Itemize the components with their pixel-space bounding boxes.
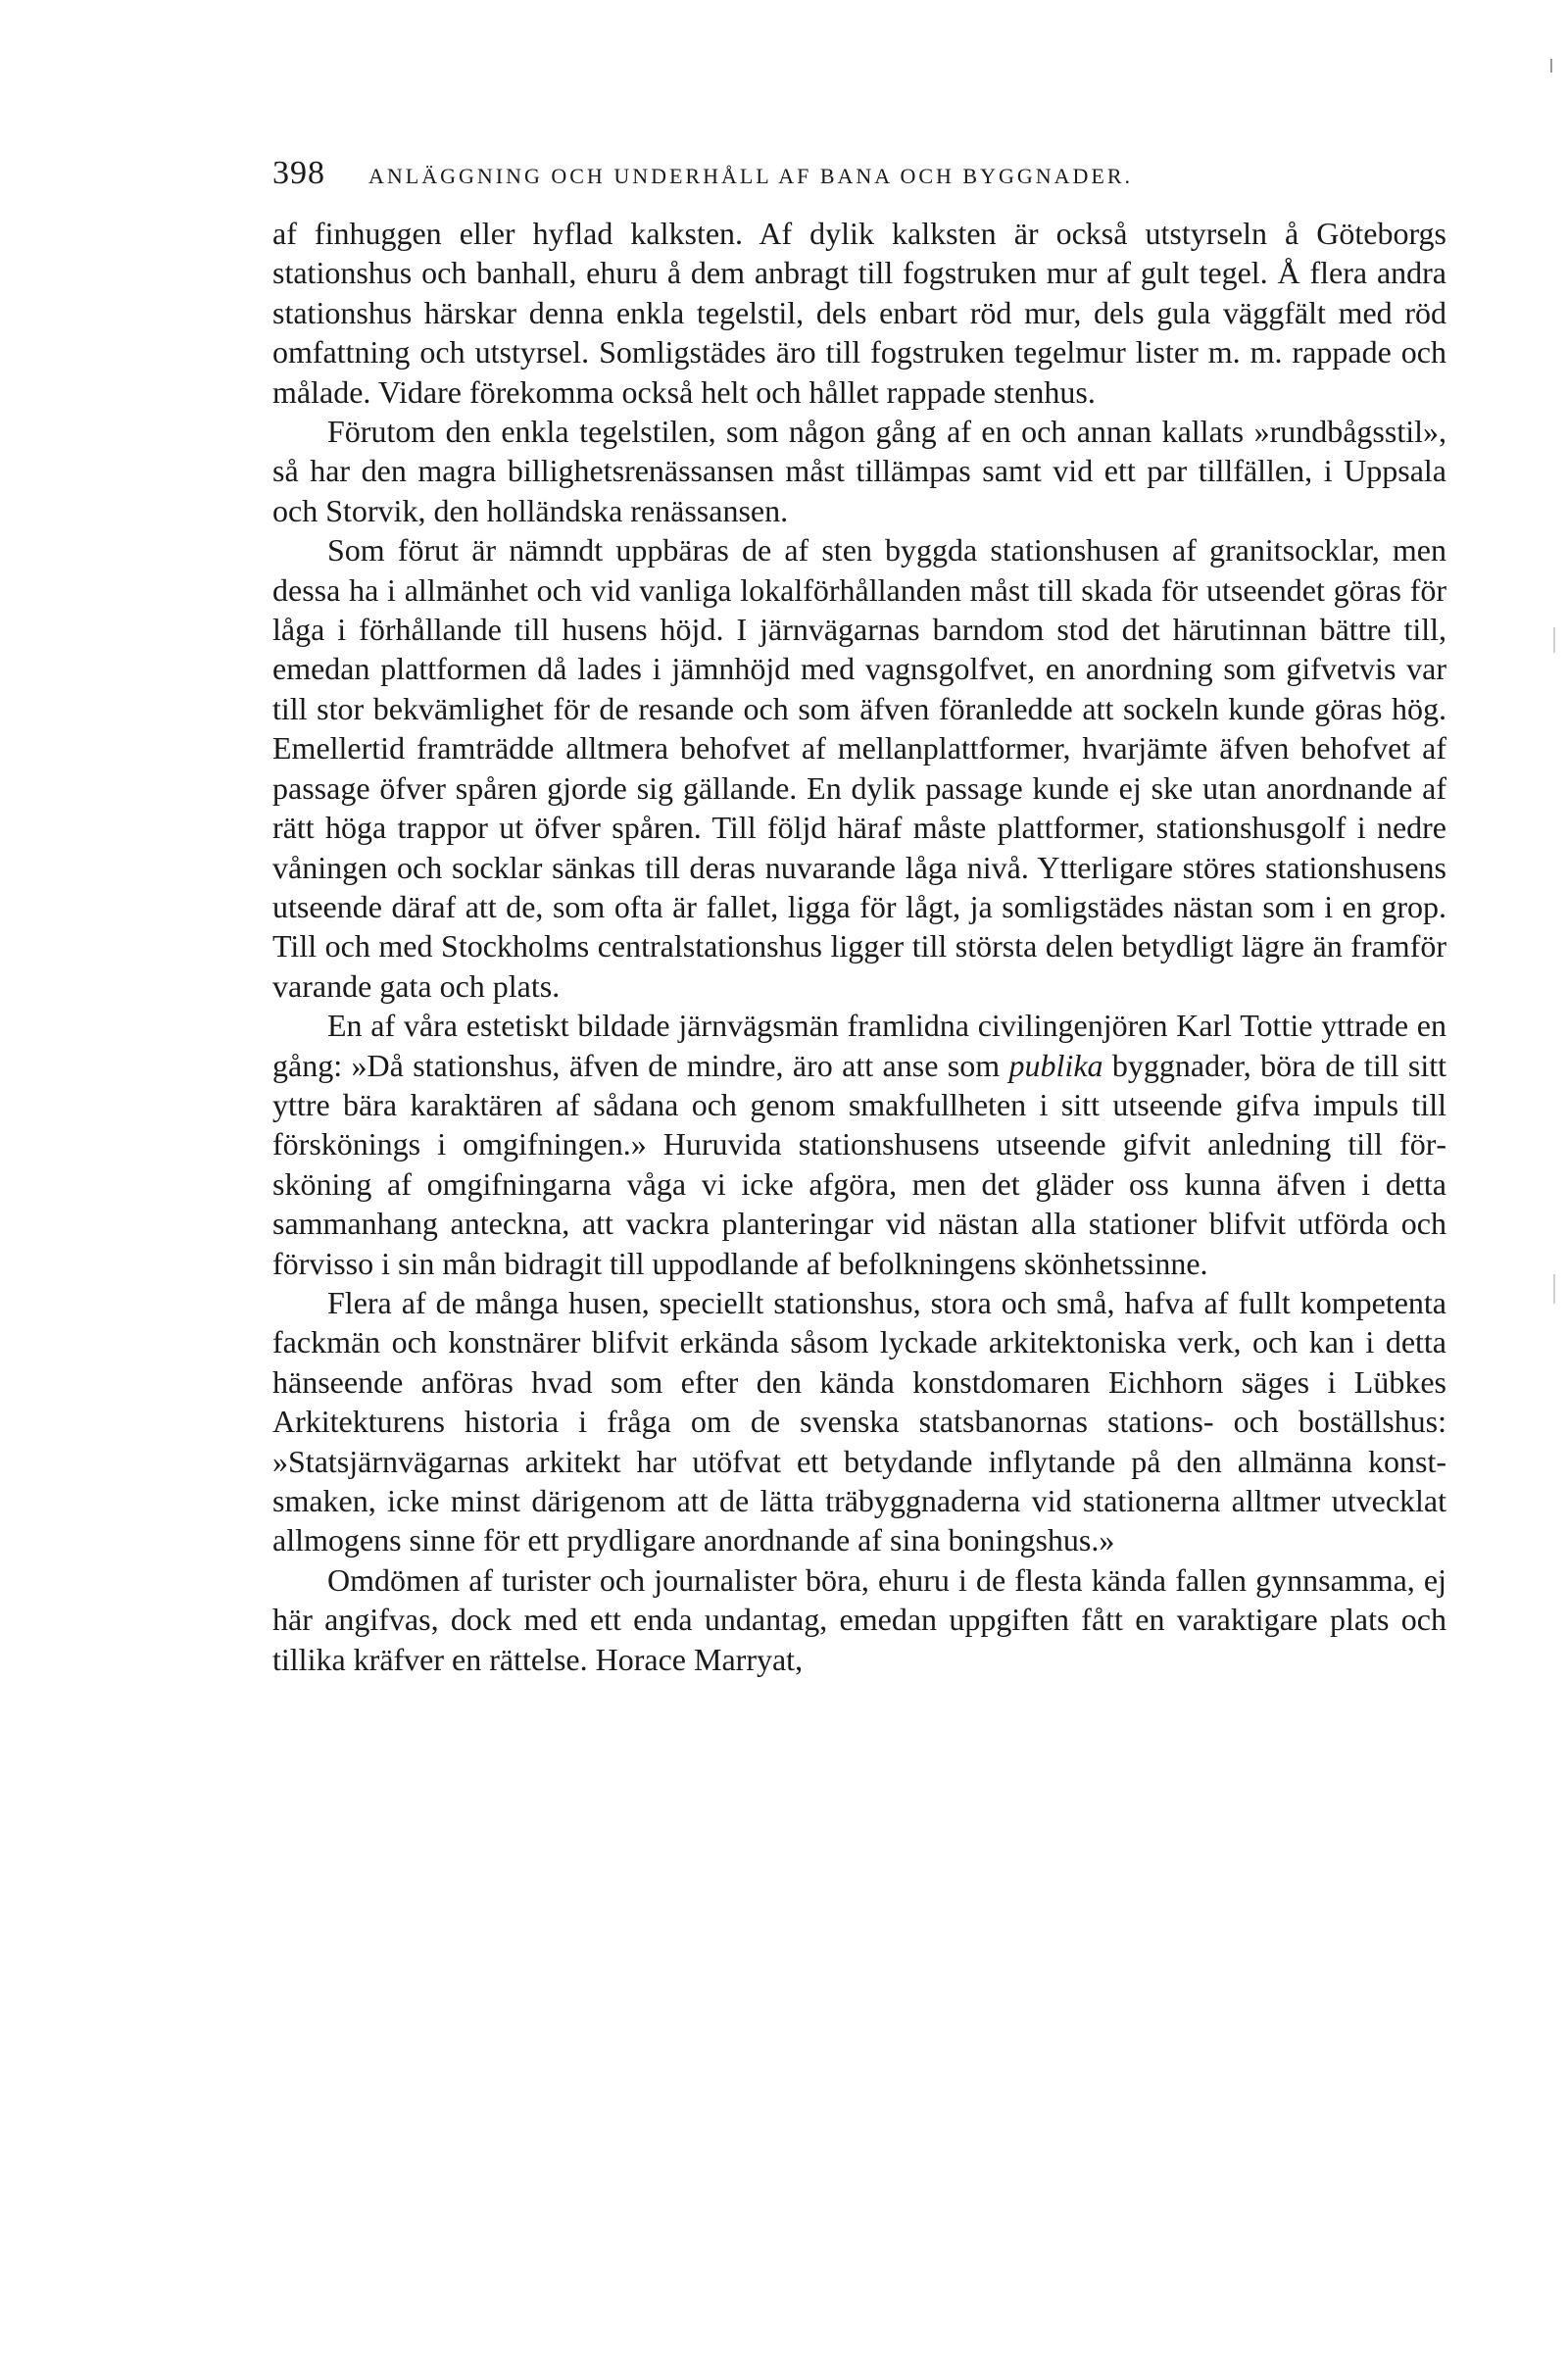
running-header — [272, 155, 1448, 194]
paragraph-4 — [272, 1006, 1446, 1283]
paragraph-3: Som förut är nämndt uppbäras de af sten byggda stationshusen af granitsocklar, men dessa ha i allmänhet och vid vanliga lokalförhållanden måst till skada för utseendet göras för låga i förhållande till husens höjd. I järnvägarnas barndom stod det härutinnan bättre till, emedan plattformen då lades i jämnhöjd med vagnsgolfvet, en anordning som gifvetvis var till stor bekvämlighet för de resande och som äfven föranledde att sockeln kunde göras hög. Emellertid framträdde alltmera behofvet af mellanplattformer, hvarjämte äfven behofvet af passage öfver spåren gjorde sig gällande. En dylik passage kunde ej ske utan anordnande af rätt höga trappor ut öfver spåren. Till följd häraf måste plattformer, stationshusgolf i nedre våningen och socklar sänkas till deras nuvarande låga nivå. Ytterligare störes stationshusens utseende däraf att de, som ofta är fallet, ligga för lågt, ja somligstädes nästan som i en grop. Till och med Stockholms centralstationshus ligger till största delen betydligt lägre än framför varande gata och plats. — [272, 532, 1446, 1004]
italic-word: publika — [1008, 1047, 1103, 1083]
paragraph-1: af finhuggen eller hyflad kalksten. Af dylik kalksten är också utstyrseln å Göteborgs stationshus och banhall, ehuru å dem anbragt till fogstruken mur af gult tegel. Å flera andra stationshus härskar denna enkla tegelstil, dels enbart röd mur, dels gula väggfält med röd omfattning och utstyrsel. Somligstädes äro till fogstruken tegelmur lister m. m. rappade och målade. Vidare förekomma också helt och hållet rappade stenhus. — [272, 216, 1446, 410]
scan-artifact-mark — [1550, 59, 1552, 73]
body-text — [272, 214, 1446, 1679]
scan-artifact-mark — [1553, 627, 1555, 653]
running-title: ANLÄGGNING OCH UNDERHÅLL AF BANA OCH BYGGNADER. — [368, 164, 1134, 188]
paragraph-6: Omdömen af turister och journalister böra, ehuru i de flesta kända fallen gynnsamma, ej här angifvas, dock med ett enda undantag, emedan uppgiften fått en varaktigare plats och tillika kräfver en rättelse. Horace Marryat, — [272, 1561, 1446, 1677]
paragraph-4-text-start: En af våra estetiskt bildade järnvägsmän framlidna civilingenjören Karl Tottie yttrade en gång: »Då stationshus, äfven de mindre, äro att anse som — [272, 1008, 1446, 1083]
paragraph-4-text-end: byggnader, böra de till sitt yttre bära karaktären af sådana och genom smakfullheten i sitt utseende gifva impuls till förskönings i omgifningen.» Huruvida stationshusens utseende gifvit anledning till försköning af omgifningarna våga vi icke afgöra, men det gläder oss kunna äfven i detta sammanhang anteckna, att vackra planteringar vid nästan alla stationer blifvit utförda och förvisso i sin mån bidragit till uppodlande af befolkningens skönhetssinne. — [272, 1047, 1447, 1281]
paragraph-5: Flera af de många husen, speciellt stationshus, stora och små, hafva af fullt kompetenta fackmän och konstnärer blifvit erkända såsom lyckade arkitektoniska verk, och kan i detta hänseende anföras hvad som efter den kända konstdomaren Eichhorn säges i Lübkes Arkitekturens historia i fråga om de svenska statsbanornas stations- och boställshus: »Statsjärnvägarnas arkitekt har utöfvat ett betydande inflytande på den allmänna konstsmaken, icke minst därigenom att de lätta träbyggnaderna vid stationerna alltmer utvecklat allmogens sinne för ett prydligare anordnande af sina boningshus.» — [272, 1284, 1446, 1558]
scan-artifact-mark — [1553, 1274, 1555, 1304]
paragraph-2: Förutom den enkla tegelstilen, som någon gång af en och annan kallats »rundbågsstil», så har den magra billighetsrenässansen måst tillämpas samt vid ett par tillfällen, i Uppsala och Storvik, den holländska renässansen. — [272, 414, 1446, 528]
page-number: 398 — [272, 155, 325, 191]
